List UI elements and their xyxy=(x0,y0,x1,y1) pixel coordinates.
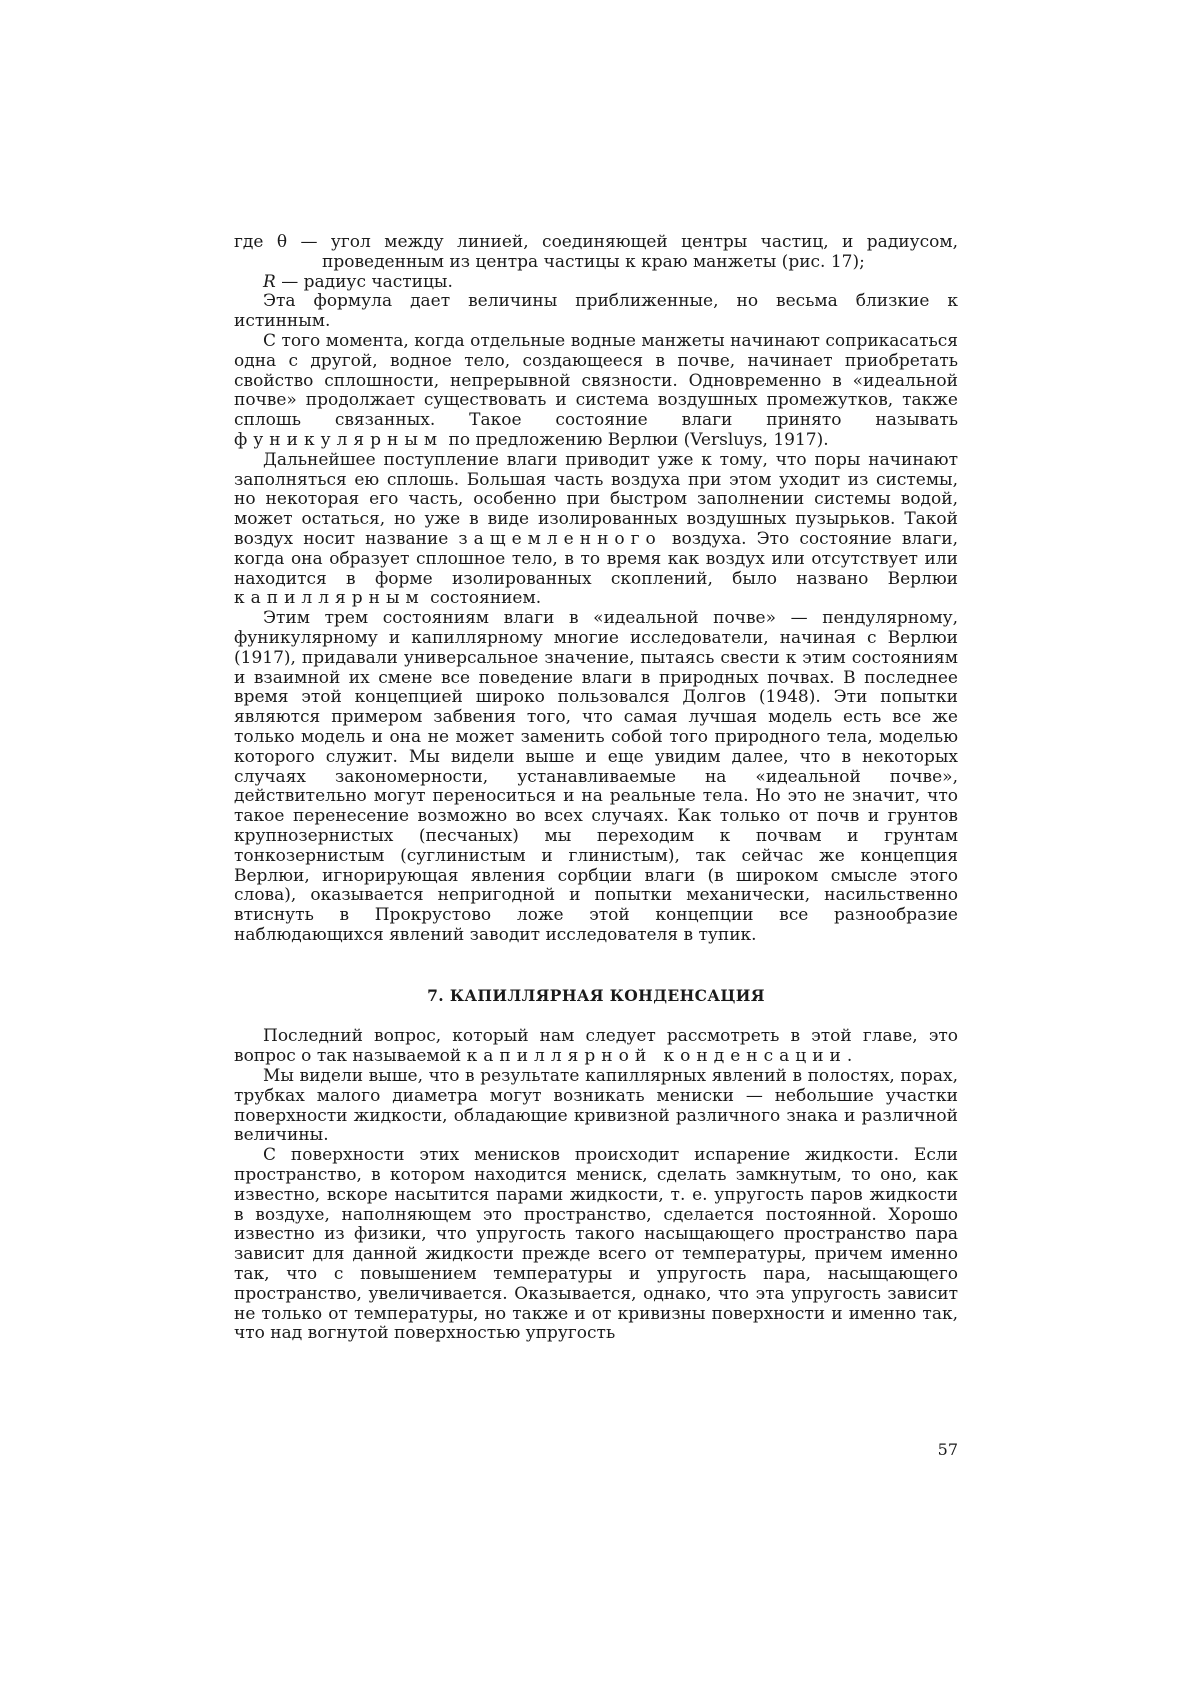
radius-definition-text: — радиус частицы. xyxy=(275,271,453,292)
page-body xyxy=(234,233,958,1344)
paragraph-versluys-concept: Этим трем состояниям влаги в «идеальной почве» — пендулярному, фуникулярному и капиллярному многие исследователи, начиная с Верлюи (1917), придавали универсальное значение, пытаясь свести к этим состояниям и взаимной их смене все поведение влаги в природных почвах. В последнее время этой концепцией широко пользовался Долгов (1948). Эти попытки являются примером забвения того, что самая лучшая модель есть все же только модель и она не может заменить собой того природного тела, моделью которого служит. Мы видели выше и еще увидим далее, что в некоторых случаях закономерности, устанавливаемые на «идеальной почве», действительно могут переноситься и на реальные тела. Но это не значит, что такое перенесение возможно во всех случаях. Как только от почв и грунтов крупнозернистых (песчаных) мы переходим к почвам и грунтам тонкозернистым (суглинистым и глинистым), так сейчас же концепция Верлюи, игнорирующая явления сорбции влаги (в широком смысле этого слова), оказывается непригодной и попытки механически, насильственно втиснуть в Прокрустово ложе этой концепции все разнообразие наблюдающихся явлений заводит исследователя в тупик. xyxy=(234,608,958,945)
term-entrapped: защемленного xyxy=(458,528,662,549)
paragraph-capillary-state: Дальнейшее поступление влаги приводит уже к тому, что поры начинают заполняться ею сплошь. Большая часть воздуха при этом уходит из системы, но некоторая его часть, особенно при быстром заполнении системы водой, может остаться, но уже в виде изолированных воздушных пузырьков. Такой воздух носит название защемленного воздуха. Это состояние влаги, когда она образует сплошное тело, в то время как воздух или отсутствует или находится в форме изолированных скоплений, было названо Верлюи капиллярным состоянием. xyxy=(234,449,958,609)
term-capillary-condensation: капиллярной конденсации. xyxy=(466,1046,859,1067)
page-number: 57 xyxy=(937,1440,958,1459)
term-capillary: капиллярным xyxy=(234,588,425,609)
paragraph-evaporation: С поверхности этих менисков происходит испарение жидкости. Если пространство, в котором находится мениск, сделать замкнутым, то оно, как известно, вскоре насытится парами жидкости, т. е. упругость паров жидкости в воздухе, наполняющем это пространство, сделается постоянной. Хорошо известно из физики, что упругость такого насыщающего пространство пара зависит для данной жидкости прежде всего от температуры, причем именно так, что с повышением температуры и упругость пара, насыщающего пространство, увеличивается. Оказывается, однако, что эта упругость зависит не только от температуры, но также и от кривизны поверхности и именно так, что над вогнутой поверхностью упругость xyxy=(234,1145,958,1344)
radius-definition xyxy=(234,273,958,293)
paragraph-last-question: Последний вопрос, который нам следует рассмотреть в этой главе, это вопрос о так называемой капиллярной конденсации. xyxy=(234,1026,958,1067)
term-funicular: фуникулярным xyxy=(234,429,444,450)
section-heading: 7. КАПИЛЛЯРНАЯ КОНДЕНСАЦИЯ xyxy=(427,985,765,1005)
paragraph-menisci: Мы видели выше, что в результате капиллярных явлений в полостях, порах, трубках малого диаметра могут возникать мениски — небольшие участки поверхности жидкости, обладающие кривизной различного знака и различной величины. xyxy=(234,1066,958,1146)
radius-symbol: R xyxy=(263,271,276,292)
theta-definition: где θ — угол между линией, соединяющей центры частиц, и радиусом, проведенным из центра частицы к краю манжеты (рис. 17); xyxy=(234,232,958,272)
paragraph-formula-note: Эта формула дает величины приближенные, но весьма близкие к истинным. xyxy=(234,291,958,332)
paragraph-funicular: С того момента, когда отдельные водные манжеты начинают соприкасаться одна с другой, водное тело, создающееся в почве, начинает приобретать свойство сплошности, непрерывной связности. Одновременно в «идеальной почве» продолжает существовать и система воздушных промежутков, также сплошь связанных. Такое состояние влаги принято называть фуникулярным по предложению Верлюи (Versluys, 1917). xyxy=(234,330,958,450)
